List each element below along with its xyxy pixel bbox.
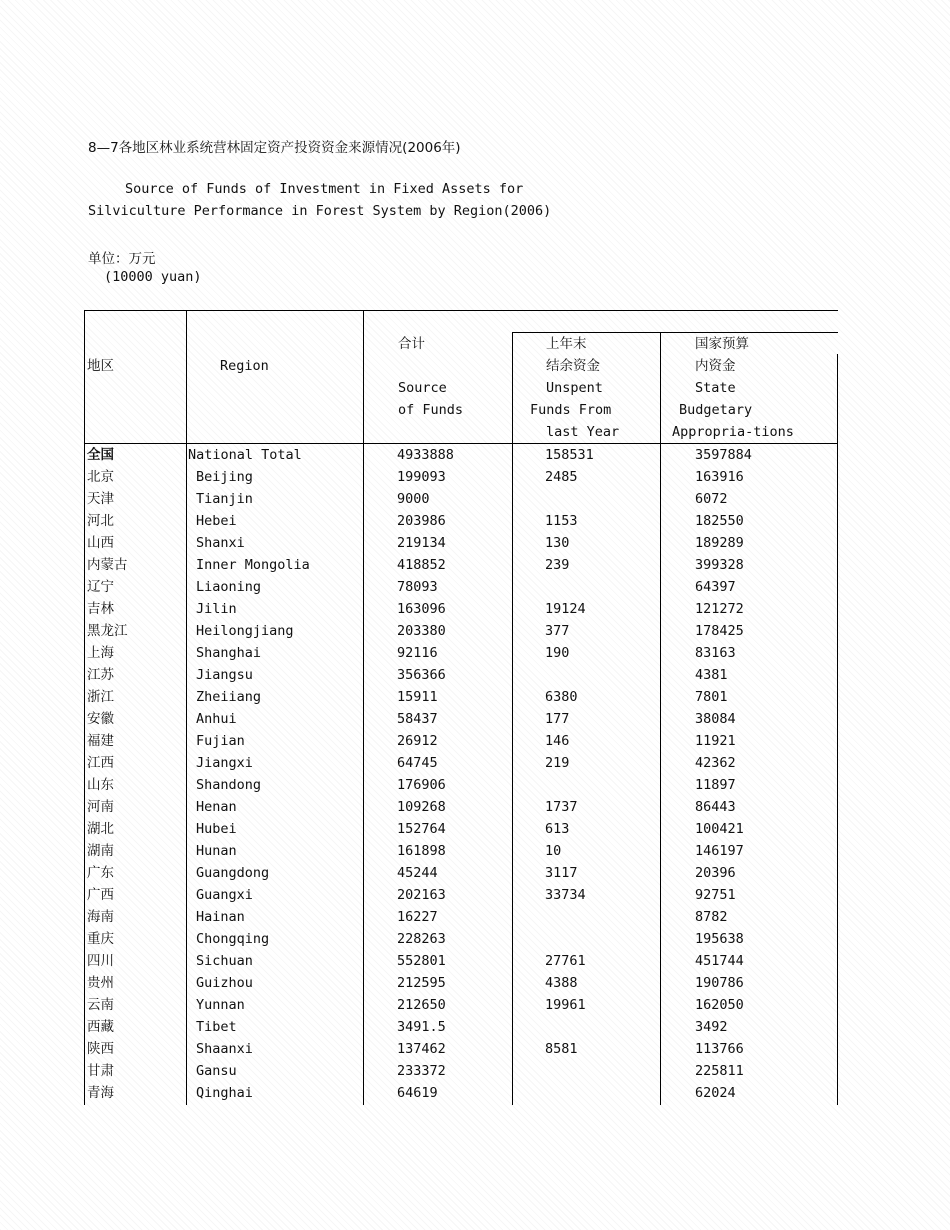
unspent-funds-cell: 613 [545,821,570,837]
table-row [84,972,838,994]
region-cn-cell: 山西 [87,535,114,551]
total-funds-cell: 16227 [397,909,438,925]
budget-funds-cell: 92751 [695,887,736,903]
total-funds-cell: 202163 [397,887,446,903]
total-funds-cell: 176906 [397,777,446,793]
budget-funds-cell: 83163 [695,645,736,661]
budget-funds-cell: 62024 [695,1085,736,1101]
total-funds-cell: 9000 [397,491,430,507]
unspent-funds-cell: 177 [545,711,570,727]
table-row [84,928,838,950]
budget-funds-cell: 146197 [695,843,744,859]
region-cn-cell: 贵州 [87,975,114,991]
unspent-funds-cell: 4388 [545,975,578,991]
total-funds-cell: 161898 [397,843,446,859]
budget-funds-cell: 189289 [695,535,744,551]
table-row [84,774,838,796]
header-budget-en2: Budgetary [679,402,753,418]
total-funds-cell: 137462 [397,1041,446,1057]
region-cn-cell: 河南 [87,799,114,815]
budget-funds-cell: 38084 [695,711,736,727]
table-row [84,1060,838,1082]
header-total-en2: of Funds [398,402,464,418]
table-row [84,994,838,1016]
budget-funds-cell: 6072 [695,491,728,507]
table-row [84,466,838,488]
budget-funds-cell: 100421 [695,821,744,837]
budget-funds-cell: 11921 [695,733,736,749]
unit-label-english: (10000 yuan) [104,269,202,285]
total-funds-cell: 219134 [397,535,446,551]
region-en-cell: Hebei [196,513,237,529]
region-cn-cell: 甘肃 [87,1063,114,1079]
table-row [84,686,838,708]
budget-funds-cell: 190786 [695,975,744,991]
region-en-cell: Anhui [196,711,237,727]
region-en-cell: Hunan [196,843,237,859]
header-unspent-cn1: 上年末 [546,336,587,352]
header-unspent-en1: Unspent [546,380,603,396]
table-row [84,862,838,884]
budget-funds-cell: 178425 [695,623,744,639]
region-en-cell: Inner Mongolia [196,557,310,573]
table-row [84,576,838,598]
budget-funds-cell: 113766 [695,1041,744,1057]
region-cn-cell: 云南 [87,997,114,1013]
region-en-cell: Yunnan [196,997,245,1013]
budget-funds-cell: 20396 [695,865,736,881]
region-en-cell: Guangxi [196,887,253,903]
total-funds-cell: 64619 [397,1085,438,1101]
table-top-border [84,310,838,311]
total-funds-cell: 552801 [397,953,446,969]
header-region-cn: 地区 [87,358,114,374]
region-en-cell: Shanghai [196,645,262,661]
header-unspent-cn2: 结余资金 [546,358,600,374]
total-funds-cell: 212650 [397,997,446,1013]
region-cn-cell: 安徽 [87,711,114,727]
region-cn-cell: 北京 [87,469,114,485]
budget-funds-cell: 163916 [695,469,744,485]
budget-funds-cell: 3492 [695,1019,728,1035]
region-en-cell: Jiangxi [196,755,253,771]
region-en-cell: Qinghai [196,1085,253,1101]
header-total-en1: Source [398,380,447,396]
budget-funds-cell: 399328 [695,557,744,573]
region-en-cell: Gansu [196,1063,237,1079]
table-row [84,796,838,818]
unspent-funds-cell: 8581 [545,1041,578,1057]
budget-funds-cell: 7801 [695,689,728,705]
header-budget-cn1: 国家预算 [695,336,749,352]
total-funds-cell: 203380 [397,623,446,639]
unspent-funds-cell: 33734 [545,887,586,903]
unspent-funds-cell: 1737 [545,799,578,815]
budget-funds-cell: 162050 [695,997,744,1013]
total-funds-cell: 228263 [397,931,446,947]
table-row [84,730,838,752]
region-en-cell: Jilin [196,601,237,617]
region-en-cell: Fujian [196,733,245,749]
total-funds-cell: 212595 [397,975,446,991]
budget-funds-cell: 182550 [695,513,744,529]
table-row [84,1038,838,1060]
region-en-cell: Tianjin [196,491,253,507]
total-funds-cell: 163096 [397,601,446,617]
table-row [84,642,838,664]
region-en-cell: Shanxi [196,535,245,551]
table-row [84,752,838,774]
table-row [84,1016,838,1038]
region-en-cell: Heilongjiang [196,623,294,639]
total-funds-cell: 78093 [397,579,438,595]
table-row [84,708,838,730]
region-en-cell: National Total [188,447,302,463]
total-funds-cell: 199093 [397,469,446,485]
table-title-english-line1: Source of Funds of Investment in Fixed Assets for [125,181,524,197]
region-cn-cell: 西藏 [87,1019,114,1035]
region-cn-cell: 上海 [87,645,114,661]
total-funds-cell: 58437 [397,711,438,727]
header-budget-en3: Appropria-tions [672,424,794,440]
total-funds-cell: 45244 [397,865,438,881]
region-en-cell: Shaanxi [196,1041,253,1057]
region-cn-cell: 海南 [87,909,114,925]
region-cn-cell: 山东 [87,777,114,793]
region-en-cell: Jiangsu [196,667,253,683]
table-row [84,620,838,642]
region-en-cell: Beijing [196,469,253,485]
header-total-cn: 合计 [398,336,425,352]
table-row [84,510,838,532]
table-row [84,950,838,972]
table-row [84,554,838,576]
region-cn-cell: 广西 [87,887,114,903]
unspent-funds-cell: 377 [545,623,570,639]
region-en-cell: Hubei [196,821,237,837]
total-funds-cell: 152764 [397,821,446,837]
unspent-funds-cell: 219 [545,755,570,771]
unspent-funds-cell: 3117 [545,865,578,881]
budget-funds-cell: 42362 [695,755,736,771]
unspent-funds-cell: 239 [545,557,570,573]
budget-funds-cell: 8782 [695,909,728,925]
region-cn-cell: 湖南 [87,843,114,859]
region-cn-cell: 浙江 [87,689,114,705]
table-row [84,488,838,510]
region-en-cell: Sichuan [196,953,253,969]
unit-label-chinese: 单位：万元 [88,251,156,267]
table-row [84,906,838,928]
budget-funds-cell: 11897 [695,777,736,793]
region-cn-cell: 全国 [87,447,114,463]
region-cn-cell: 江西 [87,755,114,771]
table-row [84,1082,838,1104]
header-region-en: Region [220,358,269,374]
unspent-funds-cell: 158531 [545,447,594,463]
total-funds-cell: 15911 [397,689,438,705]
region-en-cell: Hainan [196,909,245,925]
region-cn-cell: 辽宁 [87,579,114,595]
table-row [84,818,838,840]
total-funds-cell: 356366 [397,667,446,683]
region-cn-cell: 青海 [87,1085,114,1101]
total-funds-cell: 92116 [397,645,438,661]
budget-funds-cell: 195638 [695,931,744,947]
table-title-english-line2: Silviculture Performance in Forest System by Region(2006) [88,203,552,219]
total-funds-cell: 203986 [397,513,446,529]
region-cn-cell: 吉林 [87,601,114,617]
budget-funds-cell: 64397 [695,579,736,595]
budget-funds-cell: 3597884 [695,447,752,463]
region-cn-cell: 内蒙古 [87,557,128,573]
total-funds-cell: 233372 [397,1063,446,1079]
unspent-funds-cell: 19124 [545,601,586,617]
region-cn-cell: 四川 [87,953,114,969]
region-en-cell: Henan [196,799,237,815]
budget-funds-cell: 225811 [695,1063,744,1079]
table-row [84,532,838,554]
unspent-funds-cell: 10 [545,843,562,859]
unspent-funds-cell: 27761 [545,953,586,969]
header-budget-cn2: 内资金 [695,358,736,374]
total-funds-cell: 4933888 [397,447,454,463]
total-funds-cell: 418852 [397,557,446,573]
region-en-cell: Zheiiang [196,689,262,705]
unspent-funds-cell: 2485 [545,469,578,485]
unspent-funds-cell: 130 [545,535,570,551]
region-cn-cell: 陕西 [87,1041,114,1057]
region-cn-cell: 江苏 [87,667,114,683]
table-row [84,840,838,862]
region-cn-cell: 湖北 [87,821,114,837]
region-cn-cell: 河北 [87,513,114,529]
header-unspent-en2: Funds From [530,402,612,418]
table-body [84,444,838,1104]
total-funds-cell: 3491.5 [397,1019,446,1035]
region-en-cell: Guangdong [196,865,270,881]
unspent-funds-cell: 19961 [545,997,586,1013]
table-row [84,664,838,686]
header-unspent-en3: last Year [546,424,620,440]
header-budget-en1: State [695,380,736,396]
unspent-funds-cell: 6380 [545,689,578,705]
region-cn-cell: 广东 [87,865,114,881]
region-en-cell: Shandong [196,777,262,793]
region-en-cell: Guizhou [196,975,253,991]
total-funds-cell: 26912 [397,733,438,749]
budget-funds-cell: 4381 [695,667,728,683]
table-row [84,444,838,466]
budget-funds-cell: 451744 [695,953,744,969]
region-cn-cell: 黑龙江 [87,623,128,639]
unspent-funds-cell: 146 [545,733,570,749]
region-en-cell: Chongqing [196,931,270,947]
total-funds-cell: 64745 [397,755,438,771]
region-cn-cell: 福建 [87,733,114,749]
table-title-chinese: 8—7各地区林业系统营林固定资产投资资金来源情况(2006年) [88,140,461,156]
region-en-cell: Tibet [196,1019,237,1035]
budget-funds-cell: 121272 [695,601,744,617]
unspent-funds-cell: 1153 [545,513,578,529]
table-row [84,598,838,620]
table-row [84,884,838,906]
total-funds-cell: 109268 [397,799,446,815]
region-en-cell: Liaoning [196,579,262,595]
region-cn-cell: 重庆 [87,931,114,947]
region-cn-cell: 天津 [87,491,114,507]
unspent-funds-cell: 190 [545,645,570,661]
budget-funds-cell: 86443 [695,799,736,815]
